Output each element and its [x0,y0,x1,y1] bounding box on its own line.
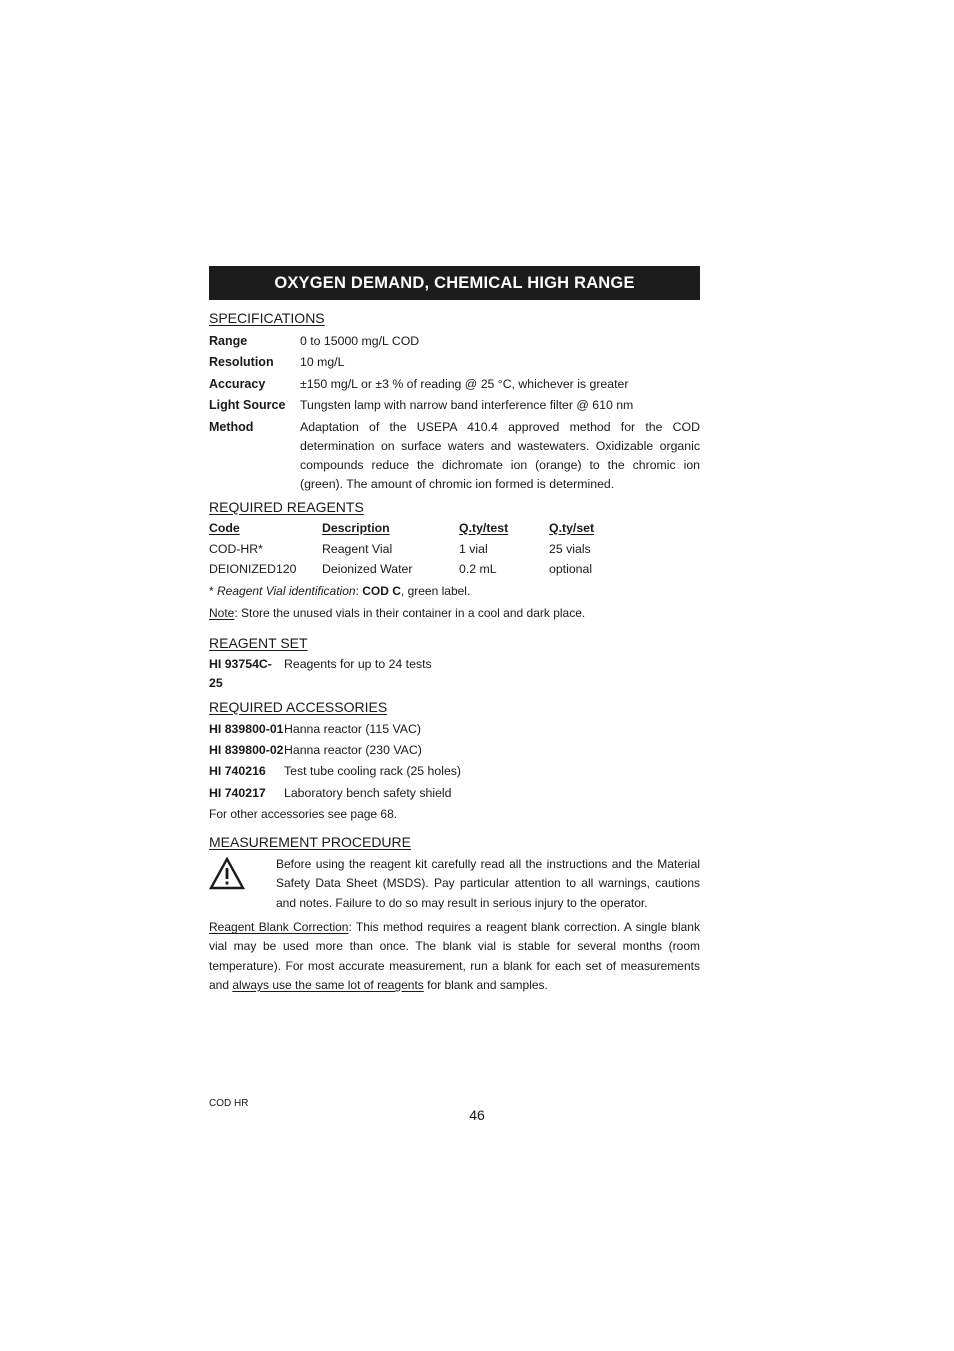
item-code: HI 839800-02 [209,742,284,757]
spec-label: Method [209,419,254,434]
blank-correction-label: Reagent Blank Correction [209,920,349,935]
storage-note [209,604,700,622]
column-header: Q.ty/set [549,520,595,535]
item-code: HI 740216 [209,764,266,779]
table-cell: COD-HR* [209,541,263,556]
item-desc: Reagents for up to 24 tests [284,656,432,671]
warning-text: Before using the reagent kit carefully read all the instructions and the Material Safety Data Sheet (MSDS). Pay particular attention to all warnings, cautions and notes. Failure to do so may result in serious injury to the operator. [276,857,700,910]
list-item [209,762,700,781]
spec-label: Accuracy [209,376,266,391]
spec-value: Tungsten lamp with narrow band interference filter @ 610 nm [300,398,634,413]
blank-correction-emphasis: always use the same lot of reagents [232,977,424,992]
specifications-heading: SPECIFICATIONS [209,310,325,326]
spec-label: Resolution [209,355,274,370]
blank-correction-paragraph [209,918,700,995]
spec-row-method [209,418,700,494]
item-desc: Hanna reactor (230 VAC) [284,742,422,757]
footnote-star: * [209,583,218,598]
note-label: Note [209,605,235,620]
footnote-italic: Reagent Vial identification [217,583,356,598]
required-accessories-heading: REQUIRED ACCESSORIES [209,698,388,715]
spec-row-range [209,332,700,351]
table-header-row [209,519,700,539]
list-item [209,784,700,803]
table-cell: DEIONIZED120 [209,561,297,576]
item-code: HI 93754C-25 [209,656,272,690]
table-cell: Reagent Vial [322,541,393,556]
page-content [209,266,700,995]
reagent-set-item [209,655,700,693]
warning-icon-container [209,855,276,913]
list-item [209,741,700,760]
spec-value: 0 to 15000 mg/L COD [300,334,420,348]
spec-row-accuracy [209,375,700,394]
warning-triangle-icon [209,857,245,890]
reagent-footnote [209,582,700,600]
accessories-list [209,720,700,803]
list-item [209,720,700,739]
measurement-procedure-heading: MEASUREMENT PROCEDURE [209,834,411,851]
required-reagents-heading: REQUIRED REAGENTS [209,498,364,515]
column-header: Description [322,520,390,535]
spec-row-light-source [209,396,700,415]
note-text: : Store the unused vials in their container in a cool and dark place. [234,605,586,620]
item-desc: Test tube cooling rack (25 holes) [284,764,462,779]
table-row [209,559,700,579]
table-cell: 25 vials [549,541,591,556]
item-code: HI 740217 [209,785,266,800]
blank-correction-text: : This method requires a reagent blank correction. A single blank vial may be used more than once. The blank vial is stable for several months (room temperature). For most accurate measurement, run a blank for each set of measurements and [209,920,700,992]
item-code: HI 839800-01 [209,721,284,736]
spec-row-resolution [209,353,700,372]
spec-label: Range [209,334,248,348]
footer-section-code: COD HR [209,1098,249,1109]
specifications-list [209,332,700,494]
table-cell: optional [549,561,593,576]
table-row [209,539,700,559]
column-header: Code [209,520,240,535]
section-title-bar [209,266,700,300]
spec-value: ±150 mg/L or ±3 % of reading @ 25 °C, whichever is greater [300,376,629,391]
spec-label: Light Source [209,398,286,413]
footnote-tail: , green label. [400,583,471,598]
spec-value: Adaptation of the USEPA 410.4 approved method for the COD determination on surface waters and wastewaters. Oxidizable organic compounds reduce the dichromate ion (orange) to the chromic ion (green). The amount of chromic ion formed is determined. [300,419,700,491]
spec-value: 10 mg/L [300,355,345,370]
column-header: Q.ty/test [459,520,509,535]
accessories-note: For other accessories see page 68. [209,807,398,822]
item-desc: Laboratory bench safety shield [284,785,452,800]
table-cell: 1 vial [459,541,488,556]
reagents-table [209,519,700,579]
table-cell: Deionized Water [322,561,413,576]
page-title: OXYGEN DEMAND, CHEMICAL HIGH RANGE [274,273,635,292]
footnote-bold: COD C [362,583,401,598]
reagent-set-heading: REAGENT SET [209,634,308,651]
blank-correction-text-end: for blank and samples. [423,977,548,992]
table-cell: 0.2 mL [459,561,497,576]
footnote-sep: : [355,583,363,598]
item-desc: Hanna reactor (115 VAC) [284,721,421,736]
page-number: 46 [469,1107,485,1123]
safety-warning [209,855,700,913]
